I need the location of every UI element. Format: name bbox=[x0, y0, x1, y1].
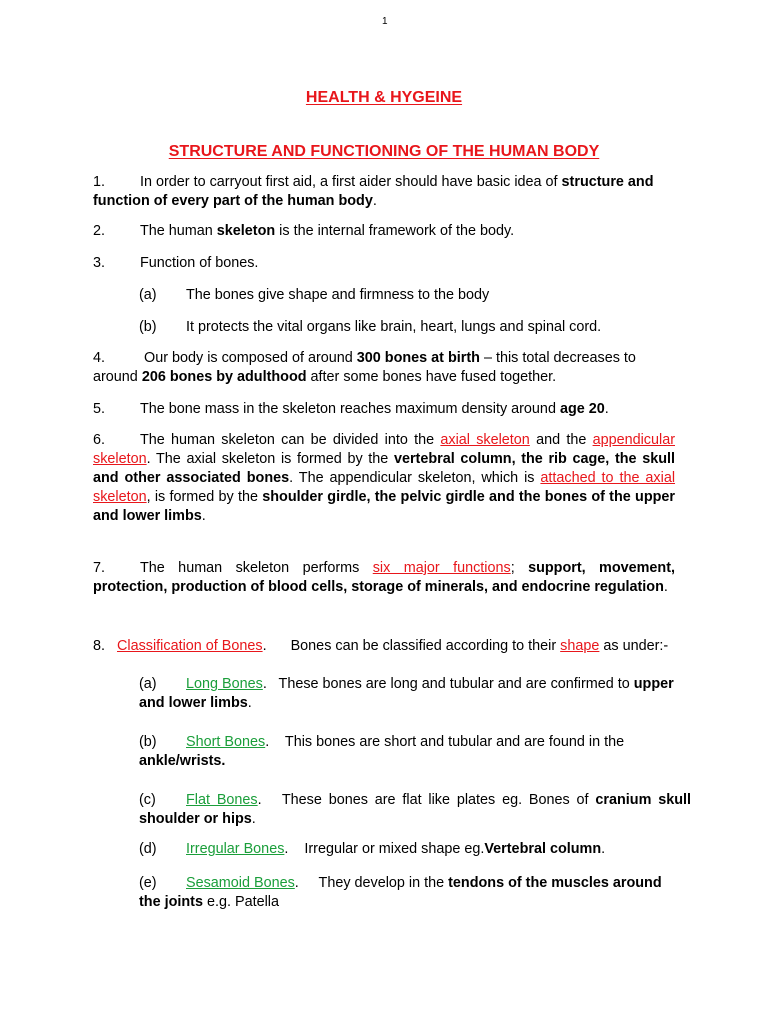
subitem-8c bbox=[139, 791, 691, 829]
bold-text: cranium skull shoulder or hips bbox=[139, 792, 691, 827]
highlight-text: Irregular Bones bbox=[186, 841, 285, 857]
highlight-text: appendicular skeleton bbox=[93, 432, 675, 467]
text: e.g. Patella bbox=[202, 894, 279, 910]
paragraph-5 bbox=[93, 400, 675, 419]
subitem-8b bbox=[139, 733, 679, 771]
bold-text: skeleton bbox=[216, 223, 276, 239]
item-number: 6. bbox=[93, 432, 106, 448]
text: The human skeleton performs bbox=[140, 560, 373, 576]
text: , is formed by the bbox=[146, 489, 263, 505]
paragraph-1 bbox=[93, 173, 675, 211]
subitem-label: (c) bbox=[139, 792, 156, 808]
highlight-text: Classification of Bones bbox=[117, 638, 263, 654]
bold-text: upper and lower limbs bbox=[139, 676, 674, 711]
highlight-text: six major functions bbox=[372, 560, 511, 576]
text: . These bones are long and tubular and are confirmed to bbox=[262, 676, 634, 692]
bold-text: tendons of the muscles around the joints bbox=[139, 875, 662, 910]
highlight-text: axial skeleton bbox=[440, 432, 530, 448]
subitem-3b bbox=[139, 318, 679, 337]
text: after some bones have fused together. bbox=[306, 369, 557, 385]
item-number: 7. bbox=[93, 560, 106, 576]
subitem-8e bbox=[139, 874, 679, 912]
bold-text: 206 bones by adulthood bbox=[141, 369, 307, 385]
text: Our body is composed of around bbox=[144, 350, 357, 366]
paragraph-3 bbox=[93, 254, 675, 273]
subitem-3a bbox=[139, 286, 679, 305]
text: . Irregular or mixed shape eg. bbox=[284, 841, 485, 857]
paragraph-4 bbox=[93, 349, 675, 387]
highlight-text: Flat Bones bbox=[186, 792, 258, 808]
subitem-label: (a) bbox=[139, 287, 157, 303]
page-title: HEALTH & HYGEINE bbox=[305, 89, 463, 106]
text: . Bones can be classified according to their bbox=[262, 638, 561, 654]
highlight-text: Sesamoid Bones bbox=[186, 875, 295, 891]
text: . The appendicular skeleton, which is bbox=[289, 470, 541, 486]
text: ; bbox=[510, 560, 529, 576]
text: . These bones are flat like plates eg. Bones of bbox=[257, 792, 596, 808]
text: . They develop in the bbox=[294, 875, 449, 891]
paragraph-2 bbox=[93, 222, 675, 241]
paragraph-6 bbox=[93, 431, 675, 526]
text: Function of bones. bbox=[140, 255, 259, 271]
bold-text: Vertebral column bbox=[484, 841, 602, 857]
text: . bbox=[372, 193, 377, 209]
subitem-8a bbox=[139, 675, 679, 713]
text: It protects the vital organs like brain, heart, lungs and spinal cord. bbox=[186, 319, 602, 335]
text: – this total decreases to around bbox=[93, 350, 636, 385]
text: . bbox=[663, 579, 668, 595]
text: The human bbox=[140, 223, 217, 239]
text: . bbox=[201, 508, 206, 524]
text: The human skeleton can be divided into the bbox=[140, 432, 441, 448]
subitem-label: (e) bbox=[139, 875, 157, 891]
highlight-text: Long Bones bbox=[186, 676, 263, 692]
text: The bone mass in the skeleton reaches maximum density around bbox=[140, 401, 560, 417]
item-number: 3. bbox=[93, 255, 106, 271]
subitem-label: (b) bbox=[139, 734, 157, 750]
section-title: STRUCTURE AND FUNCTIONING OF THE HUMAN BODY bbox=[168, 143, 600, 160]
paragraph-8 bbox=[93, 637, 675, 656]
bold-text: support, movement, protection, production of blood cells, storage of minerals, and endocrine regulation bbox=[93, 560, 675, 595]
text: . bbox=[251, 811, 256, 827]
text: . This bones are short and tubular and are found in the bbox=[265, 734, 629, 750]
text: . bbox=[601, 841, 606, 857]
highlight-text: attached to the axial skeleton bbox=[93, 470, 676, 505]
item-number: 5. bbox=[93, 401, 106, 417]
subitem-label: (b) bbox=[139, 319, 157, 335]
text: . bbox=[247, 695, 252, 711]
bold-text: vertebral column, the rib cage, the skull and other associated bones bbox=[93, 451, 675, 486]
highlight-text: shape bbox=[560, 638, 600, 654]
page-number: 1 bbox=[382, 16, 388, 27]
bold-text: shoulder girdle, the pelvic girdle and the bones of the upper and lower limbs bbox=[93, 489, 676, 524]
text: is the internal framework of the body. bbox=[275, 223, 515, 239]
text: as under:- bbox=[599, 638, 669, 654]
text: . bbox=[604, 401, 609, 417]
subitem-8d bbox=[139, 840, 679, 859]
item-number: 1. bbox=[93, 174, 106, 190]
item-number: 4. bbox=[93, 350, 106, 366]
text: . The axial skeleton is formed by the bbox=[146, 451, 394, 467]
text: and the bbox=[529, 432, 593, 448]
bold-text: age 20 bbox=[559, 401, 605, 417]
item-number: 2. bbox=[93, 223, 106, 239]
text: In order to carryout first aid, a first aider should have basic idea of bbox=[140, 174, 562, 190]
text: The bones give shape and firmness to the body bbox=[186, 287, 490, 303]
paragraph-7 bbox=[93, 559, 675, 597]
highlight-text: Short Bones bbox=[186, 734, 266, 750]
subitem-label: (d) bbox=[139, 841, 157, 857]
item-number: 8. bbox=[93, 638, 106, 654]
bold-text: structure and function of every part of the human body bbox=[93, 174, 654, 209]
subitem-label: (a) bbox=[139, 676, 157, 692]
bold-text: ankle/wrists. bbox=[139, 753, 226, 769]
bold-text: 300 bones at birth bbox=[356, 350, 480, 366]
